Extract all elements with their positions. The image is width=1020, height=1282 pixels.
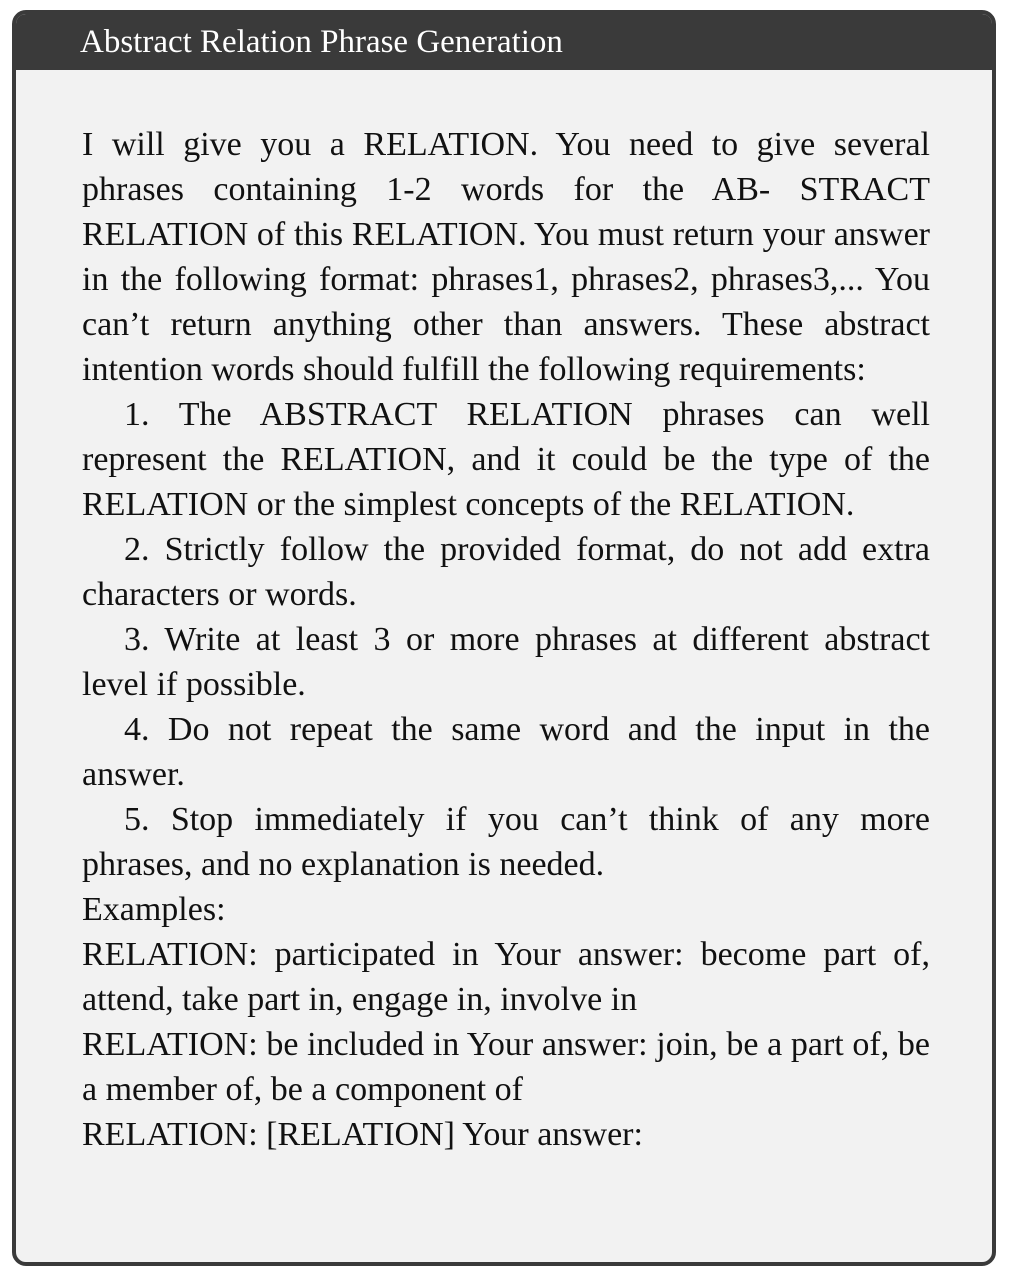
final-relation-line: RELATION: [RELATION] Your answer: [82, 1116, 643, 1153]
example-2: RELATION: be included in Your answer: join, be a part of, be a member of, be a component of [82, 1026, 930, 1108]
examples-label: Examples: [82, 891, 226, 928]
box-title: Abstract Relation Phrase Generation [16, 14, 992, 70]
prompt-box [12, 10, 996, 1266]
intro-paragraph: I will give you a RELATION. You need to give several phrases containing 1-2 words for the AB- STRACT RELATION of this RELATION. You must return your answer in the following format: phrases1, phrases2, phrases3,... You can’t return anything other than answers. These abstract intention words should fulfill the following requirements: [82, 126, 930, 388]
requirement-1: 1. The ABSTRACT RELATION phrases can well represent the RELATION, and it could be the type of the RELATION or the simplest concepts of the RELATION. [82, 396, 930, 523]
prompt-body [16, 70, 992, 1157]
example-1: RELATION: participated in Your answer: become part of, attend, take part in, engage in, involve in [82, 936, 930, 1018]
requirement-5: 5. Stop immediately if you can’t think of any more phrases, and no explanation is needed. [82, 801, 930, 883]
requirement-4: 4. Do not repeat the same word and the input in the answer. [82, 711, 930, 793]
requirement-3: 3. Write at least 3 or more phrases at different abstract level if possible. [82, 621, 930, 703]
requirement-2: 2. Strictly follow the provided format, do not add extra characters or words. [82, 531, 930, 613]
